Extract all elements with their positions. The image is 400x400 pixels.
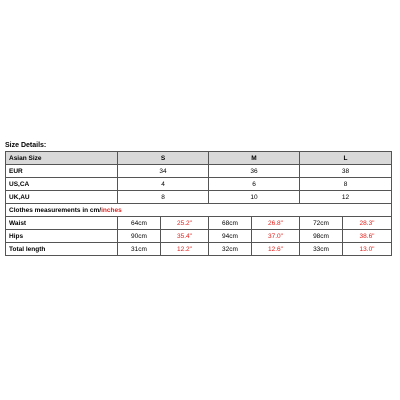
cell-cm: 68cm [209,217,252,230]
cell-value: 38 [300,165,392,178]
cell-inches: 12.2" [161,243,209,256]
size-s-header: S [118,152,209,165]
cell-inches: 25.2" [161,217,209,230]
cell-value: 6 [209,178,300,191]
cell-cm: 31cm [118,243,161,256]
measurements-heading [6,204,392,217]
cell-cm: 64cm [118,217,161,230]
cell-cm: 32cm [209,243,252,256]
cell-inches: 13.0" [343,243,392,256]
cell-value: 8 [300,178,392,191]
cell-inches: 12.6" [252,243,300,256]
table-row [6,165,392,178]
table-row [6,217,392,230]
cell-inches: 38.6" [343,230,392,243]
size-details-title: Size Details: [5,142,47,149]
cell-value: 8 [118,191,209,204]
cell-value: 36 [209,165,300,178]
size-header-row [6,152,392,165]
row-label: EUR [6,165,118,178]
asian-size-label: Asian Size [6,152,118,165]
cell-inches: 28.3" [343,217,392,230]
cell-cm: 94cm [209,230,252,243]
row-label: Waist [6,217,118,230]
cell-cm: 72cm [300,217,343,230]
table-row [6,191,392,204]
cell-inches: 26.8" [252,217,300,230]
table-row [6,243,392,256]
measurements-heading-row [6,204,392,217]
size-l-header: L [300,152,392,165]
measurements-heading-accent: inches [101,206,122,214]
table-row [6,178,392,191]
table-row [6,230,392,243]
cell-value: 12 [300,191,392,204]
row-label: Hips [6,230,118,243]
size-chart-table [5,151,392,256]
measurements-heading-prefix: Clothes measurements in cm/ [9,206,102,214]
row-label: UK,AU [6,191,118,204]
cell-cm: 90cm [118,230,161,243]
size-m-header: M [209,152,300,165]
cell-value: 10 [209,191,300,204]
cell-inches: 37.0" [252,230,300,243]
cell-inches: 35.4" [161,230,209,243]
row-label: US,CA [6,178,118,191]
cell-cm: 33cm [300,243,343,256]
cell-value: 4 [118,178,209,191]
cell-value: 34 [118,165,209,178]
cell-cm: 98cm [300,230,343,243]
row-label: Total length [6,243,118,256]
